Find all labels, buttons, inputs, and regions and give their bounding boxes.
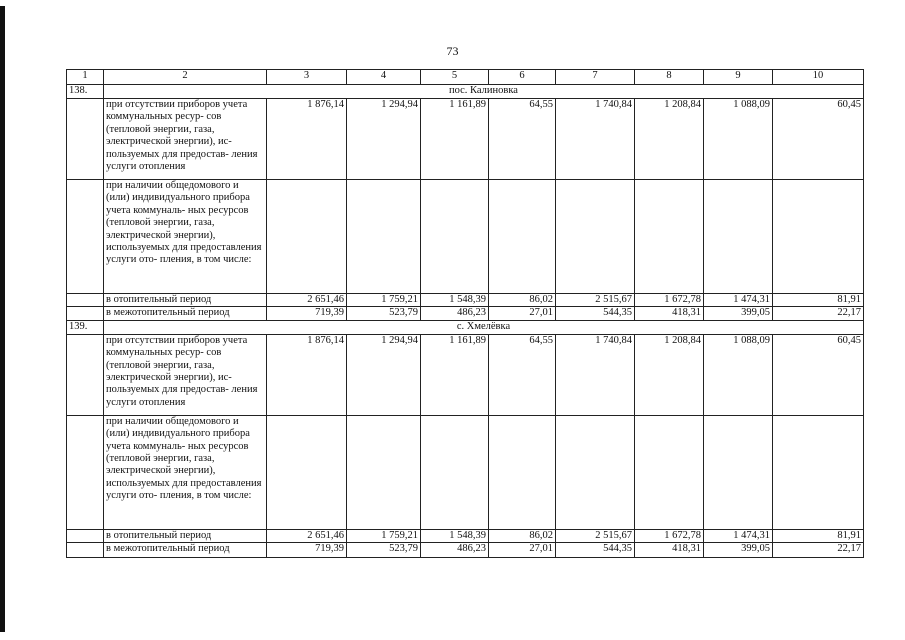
- row-label: в межотопительный период: [104, 307, 267, 320]
- header-cell: 7: [556, 70, 635, 85]
- value-cell: [704, 180, 773, 294]
- value-cell: [347, 415, 421, 529]
- row-label: в отопительный период: [104, 294, 267, 307]
- value-cell: 1 294,94: [347, 334, 421, 415]
- value-cell: 719,39: [267, 543, 347, 558]
- value-cell: 486,23: [421, 543, 489, 558]
- header-cell: 2: [104, 70, 267, 85]
- value-cell: 60,45: [773, 334, 864, 415]
- row-label: при отсутствии приборов учета коммунальных ресур- сов (тепловой энергии, газа, электрической энергии), ис- пользуемых для предостав- ления услуги отопления: [104, 334, 267, 415]
- tariff-table: [66, 69, 864, 558]
- value-cell: 399,05: [704, 543, 773, 558]
- value-cell: 81,91: [773, 529, 864, 542]
- value-cell: 1 759,21: [347, 294, 421, 307]
- value-cell: [556, 415, 635, 529]
- page-edge-bar: [0, 6, 5, 632]
- value-cell: 1 161,89: [421, 334, 489, 415]
- header-cell: 4: [347, 70, 421, 85]
- table-row: [67, 180, 864, 294]
- row-label: в отопительный период: [104, 529, 267, 542]
- value-cell: [773, 180, 864, 294]
- value-cell: 60,45: [773, 99, 864, 180]
- table-row: [67, 529, 864, 542]
- value-cell: [635, 415, 704, 529]
- value-cell: 1 740,84: [556, 334, 635, 415]
- header-cell: 3: [267, 70, 347, 85]
- value-cell: 1 474,31: [704, 294, 773, 307]
- header-cell: 10: [773, 70, 864, 85]
- table-row: [67, 334, 864, 415]
- row-label: при наличии общедомового и (или) индивидуального прибора учета коммуналь- ных ресурсов (тепловой энергии, газа, электрической энергии), используемых для предоставления услуги ото- пления, в том числе:: [104, 415, 267, 529]
- value-cell: 1 208,84: [635, 99, 704, 180]
- table-row: [67, 415, 864, 529]
- value-cell: 1 294,94: [347, 99, 421, 180]
- value-cell: 22,17: [773, 307, 864, 320]
- header-cell: 5: [421, 70, 489, 85]
- value-cell: 1 161,89: [421, 99, 489, 180]
- settlement-name: с. Хмелёвка: [104, 320, 864, 334]
- value-cell: 1 548,39: [421, 529, 489, 542]
- page-number: 73: [446, 44, 459, 58]
- value-cell: 2 515,67: [556, 294, 635, 307]
- value-cell: [421, 180, 489, 294]
- value-cell: 27,01: [489, 543, 556, 558]
- value-cell: [489, 180, 556, 294]
- value-cell: 719,39: [267, 307, 347, 320]
- value-cell: [489, 415, 556, 529]
- value-cell: 1 672,78: [635, 294, 704, 307]
- value-cell: 523,79: [347, 543, 421, 558]
- row-label: при наличии общедомового и (или) индивидуального прибора учета коммуналь- ных ресурсов (тепловой энергии, газа, электрической энергии), используемых для предоставления услуги ото- пления, в том числе:: [104, 180, 267, 294]
- table-row: [67, 307, 864, 320]
- section-number: 139.: [67, 320, 104, 334]
- value-cell: 64,55: [489, 334, 556, 415]
- value-cell: 544,35: [556, 307, 635, 320]
- value-cell: 1 208,84: [635, 334, 704, 415]
- table-row: [67, 99, 864, 180]
- value-cell: 22,17: [773, 543, 864, 558]
- row-label: при отсутствии приборов учета коммунальных ресур- сов (тепловой энергии, газа, электрической энергии), ис- пользуемых для предостав- ления услуги отопления: [104, 99, 267, 180]
- value-cell: 399,05: [704, 307, 773, 320]
- settlement-name: пос. Калиновка: [104, 85, 864, 99]
- value-cell: 1 088,09: [704, 334, 773, 415]
- section-row: [67, 85, 864, 99]
- value-cell: 544,35: [556, 543, 635, 558]
- value-cell: 27,01: [489, 307, 556, 320]
- value-cell: 486,23: [421, 307, 489, 320]
- value-cell: [773, 415, 864, 529]
- value-cell: [556, 180, 635, 294]
- value-cell: 1 474,31: [704, 529, 773, 542]
- header-cell: 8: [635, 70, 704, 85]
- value-cell: 64,55: [489, 99, 556, 180]
- value-cell: 81,91: [773, 294, 864, 307]
- value-cell: [421, 415, 489, 529]
- value-cell: [704, 415, 773, 529]
- value-cell: [267, 415, 347, 529]
- value-cell: 523,79: [347, 307, 421, 320]
- value-cell: 86,02: [489, 529, 556, 542]
- value-cell: 86,02: [489, 294, 556, 307]
- value-cell: 2 515,67: [556, 529, 635, 542]
- value-cell: 2 651,46: [267, 294, 347, 307]
- value-cell: 1 876,14: [267, 334, 347, 415]
- value-cell: [347, 180, 421, 294]
- row-label: в межотопительный период: [104, 543, 267, 558]
- header-cell: 1: [67, 70, 104, 85]
- value-cell: 1 672,78: [635, 529, 704, 542]
- section-number: 138.: [67, 85, 104, 99]
- value-cell: 418,31: [635, 543, 704, 558]
- header-cell: 6: [489, 70, 556, 85]
- value-cell: 1 548,39: [421, 294, 489, 307]
- value-cell: 1 740,84: [556, 99, 635, 180]
- section-row: [67, 320, 864, 334]
- value-cell: 1 088,09: [704, 99, 773, 180]
- value-cell: 1 876,14: [267, 99, 347, 180]
- value-cell: [635, 180, 704, 294]
- value-cell: 418,31: [635, 307, 704, 320]
- value-cell: 1 759,21: [347, 529, 421, 542]
- header-row: [67, 70, 864, 85]
- header-cell: 9: [704, 70, 773, 85]
- value-cell: [267, 180, 347, 294]
- table-row: [67, 294, 864, 307]
- value-cell: 2 651,46: [267, 529, 347, 542]
- table-row: [67, 543, 864, 558]
